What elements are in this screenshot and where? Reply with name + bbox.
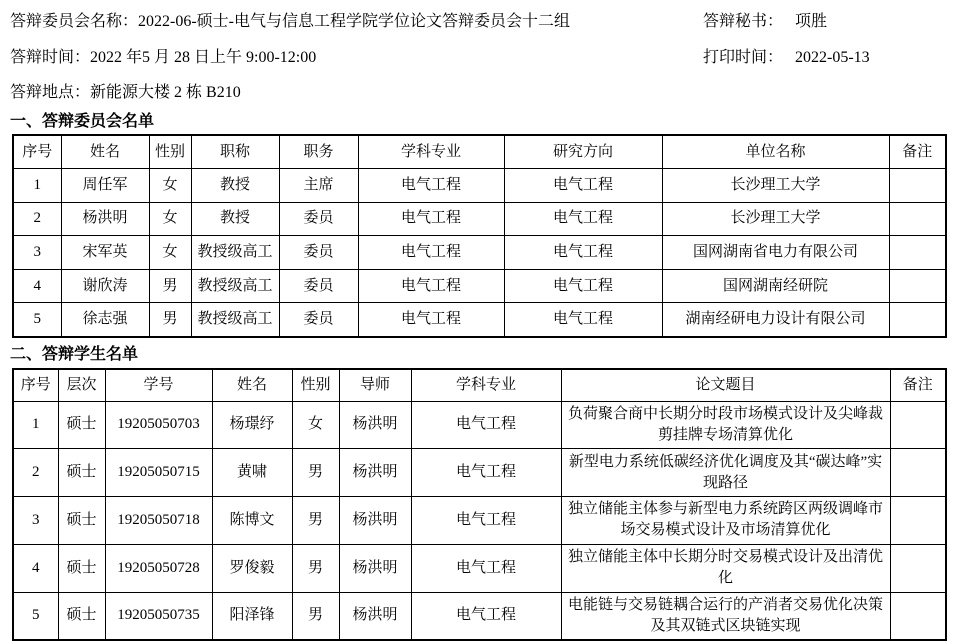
table-header-cell: 姓名 bbox=[212, 369, 292, 401]
table-row bbox=[13, 449, 946, 497]
table-cell: 负荷聚合商中长期分时段市场模式设计及尖峰裁剪挂牌专场清算优化 bbox=[561, 401, 890, 449]
table-header-row bbox=[13, 135, 946, 169]
table-cell: 19205050703 bbox=[105, 401, 212, 449]
table-row bbox=[13, 592, 946, 640]
table-cell bbox=[889, 236, 946, 270]
table-cell: 教授 bbox=[191, 202, 279, 236]
table-cell: 电气工程 bbox=[504, 236, 662, 270]
table-cell: 硕士 bbox=[58, 544, 105, 592]
table-cell: 委员 bbox=[279, 269, 358, 303]
table-cell: 男 bbox=[292, 592, 339, 640]
table-cell bbox=[889, 303, 946, 337]
table-cell: 19205050715 bbox=[105, 449, 212, 497]
secretary-value: 项胜 bbox=[795, 13, 828, 30]
table-cell: 5 bbox=[13, 303, 61, 337]
table-header-cell: 学科专业 bbox=[411, 369, 561, 401]
table-cell: 电气工程 bbox=[358, 169, 504, 203]
students-section-title: 二、答辩学生名单 bbox=[10, 346, 139, 363]
defense-time-label: 答辩时间： bbox=[10, 49, 91, 66]
table-cell: 独立储能主体中长期分时交易模式设计及出清优化 bbox=[561, 544, 890, 592]
table-cell: 男 bbox=[149, 269, 191, 303]
table-cell: 谢欣涛 bbox=[61, 269, 149, 303]
table-header-cell: 学号 bbox=[105, 369, 212, 401]
table-row bbox=[13, 303, 946, 337]
table-cell: 主席 bbox=[279, 169, 358, 203]
table-header-cell: 备注 bbox=[890, 369, 946, 401]
table-cell: 阳泽锋 bbox=[212, 592, 292, 640]
table-cell: 3 bbox=[13, 236, 61, 270]
table-header-cell: 研究方向 bbox=[504, 135, 662, 169]
table-cell: 19205050728 bbox=[105, 544, 212, 592]
table-cell bbox=[890, 449, 946, 497]
committee-name-label: 答辩委员会名称： bbox=[10, 13, 139, 30]
table-cell: 19205050718 bbox=[105, 497, 212, 545]
table-header-cell: 序号 bbox=[13, 135, 61, 169]
table-row bbox=[13, 169, 946, 203]
table-cell: 电气工程 bbox=[411, 592, 561, 640]
table-cell: 电气工程 bbox=[358, 303, 504, 337]
table-header-cell: 性别 bbox=[292, 369, 339, 401]
table-cell: 委员 bbox=[279, 202, 358, 236]
secretary-line bbox=[703, 8, 827, 31]
table-cell: 教授级高工 bbox=[191, 269, 279, 303]
table-cell: 罗俊毅 bbox=[212, 544, 292, 592]
table-row bbox=[13, 401, 946, 449]
table-cell: 黄啸 bbox=[212, 449, 292, 497]
defense-time-line bbox=[10, 44, 316, 67]
table-cell: 杨洪明 bbox=[339, 544, 411, 592]
table-cell: 杨洪明 bbox=[339, 401, 411, 449]
table-cell: 1 bbox=[13, 401, 58, 449]
table-row bbox=[13, 202, 946, 236]
table-row bbox=[13, 236, 946, 270]
table-cell: 电气工程 bbox=[411, 449, 561, 497]
table-row bbox=[13, 269, 946, 303]
table-cell: 男 bbox=[292, 449, 339, 497]
table-cell: 电气工程 bbox=[358, 236, 504, 270]
table-cell: 1 bbox=[13, 169, 61, 203]
table-header-cell: 单位名称 bbox=[662, 135, 889, 169]
table-cell: 新型电力系统低碳经济优化调度及其“碳达峰”实现路径 bbox=[561, 449, 890, 497]
table-cell: 3 bbox=[13, 497, 58, 545]
table-row bbox=[13, 544, 946, 592]
table-header-cell: 学科专业 bbox=[358, 135, 504, 169]
table-cell: 长沙理工大学 bbox=[662, 202, 889, 236]
print-time-label: 打印时间： bbox=[703, 49, 784, 66]
table-cell: 女 bbox=[149, 236, 191, 270]
table-cell: 电气工程 bbox=[411, 401, 561, 449]
table-cell: 长沙理工大学 bbox=[662, 169, 889, 203]
defense-time-value: 2022 年5 月 28 日上午 9:00-12:00 bbox=[90, 49, 317, 66]
table-cell: 电气工程 bbox=[504, 269, 662, 303]
print-time-value: 2022-05-13 bbox=[795, 49, 870, 66]
table-cell: 电气工程 bbox=[504, 303, 662, 337]
defense-location-line bbox=[10, 79, 241, 102]
table-cell: 女 bbox=[149, 202, 191, 236]
defense-location-label: 答辩地点： bbox=[10, 84, 91, 101]
table-cell bbox=[889, 169, 946, 203]
table-cell: 5 bbox=[13, 592, 58, 640]
table-cell: 电气工程 bbox=[358, 269, 504, 303]
table-cell: 男 bbox=[292, 497, 339, 545]
table-cell: 委员 bbox=[279, 236, 358, 270]
table-cell: 教授级高工 bbox=[191, 303, 279, 337]
table-cell: 硕士 bbox=[58, 401, 105, 449]
table-cell: 教授级高工 bbox=[191, 236, 279, 270]
table-cell: 电气工程 bbox=[411, 497, 561, 545]
table-header-cell: 导师 bbox=[339, 369, 411, 401]
table-cell: 电能链与交易链耦合运行的产消者交易优化决策及其双链式区块链实现 bbox=[561, 592, 890, 640]
table-cell: 4 bbox=[13, 269, 61, 303]
table-cell: 硕士 bbox=[58, 449, 105, 497]
table-cell bbox=[890, 401, 946, 449]
table-header-cell: 姓名 bbox=[61, 135, 149, 169]
table-header-cell: 序号 bbox=[13, 369, 58, 401]
table-row bbox=[13, 497, 946, 545]
table-cell: 19205050735 bbox=[105, 592, 212, 640]
table-cell: 教授 bbox=[191, 169, 279, 203]
table-cell: 杨璟纾 bbox=[212, 401, 292, 449]
table-cell: 4 bbox=[13, 544, 58, 592]
table-cell: 杨洪明 bbox=[339, 497, 411, 545]
table-header-cell: 性别 bbox=[149, 135, 191, 169]
table-cell: 国网湖南经研院 bbox=[662, 269, 889, 303]
table-cell: 女 bbox=[149, 169, 191, 203]
table-cell: 男 bbox=[149, 303, 191, 337]
table-cell: 陈博文 bbox=[212, 497, 292, 545]
table-cell: 徐志强 bbox=[61, 303, 149, 337]
table-cell: 硕士 bbox=[58, 497, 105, 545]
table-cell: 湖南经研电力设计有限公司 bbox=[662, 303, 889, 337]
table-header-cell: 层次 bbox=[58, 369, 105, 401]
table-header-cell: 论文题目 bbox=[561, 369, 890, 401]
table-cell: 杨洪明 bbox=[61, 202, 149, 236]
table-cell: 2 bbox=[13, 202, 61, 236]
table-cell: 2 bbox=[13, 449, 58, 497]
table-cell: 周任军 bbox=[61, 169, 149, 203]
table-cell: 男 bbox=[292, 544, 339, 592]
table-cell bbox=[889, 202, 946, 236]
table-cell: 女 bbox=[292, 401, 339, 449]
table-header-row bbox=[13, 369, 946, 401]
table-header-cell: 职称 bbox=[191, 135, 279, 169]
students-table bbox=[12, 368, 947, 641]
table-cell bbox=[890, 497, 946, 545]
table-cell bbox=[890, 592, 946, 640]
table-header-cell: 备注 bbox=[889, 135, 946, 169]
table-cell: 电气工程 bbox=[504, 202, 662, 236]
table-cell: 独立储能主体参与新型电力系统跨区两级调峰市场交易模式设计及市场清算优化 bbox=[561, 497, 890, 545]
table-cell: 宋军英 bbox=[61, 236, 149, 270]
table-cell: 杨洪明 bbox=[339, 449, 411, 497]
table-header-cell: 职务 bbox=[279, 135, 358, 169]
committee-section-title: 一、答辩委员会名单 bbox=[10, 113, 155, 130]
table-cell bbox=[890, 544, 946, 592]
table-cell: 电气工程 bbox=[504, 169, 662, 203]
table-cell: 国网湖南省电力有限公司 bbox=[662, 236, 889, 270]
table-cell: 杨洪明 bbox=[339, 592, 411, 640]
table-cell: 硕士 bbox=[58, 592, 105, 640]
table-cell: 委员 bbox=[279, 303, 358, 337]
committee-name-line bbox=[10, 8, 570, 31]
defense-location-value: 新能源大楼 2 栋 B210 bbox=[90, 84, 241, 101]
table-cell: 电气工程 bbox=[411, 544, 561, 592]
secretary-label: 答辩秘书： bbox=[703, 13, 784, 30]
print-time-line bbox=[703, 44, 870, 67]
committee-table bbox=[12, 134, 947, 338]
table-cell: 电气工程 bbox=[358, 202, 504, 236]
committee-name-value: 2022-06-硕士-电气与信息工程学院学位论文答辩委员会十二组 bbox=[138, 13, 571, 30]
table-cell bbox=[889, 269, 946, 303]
